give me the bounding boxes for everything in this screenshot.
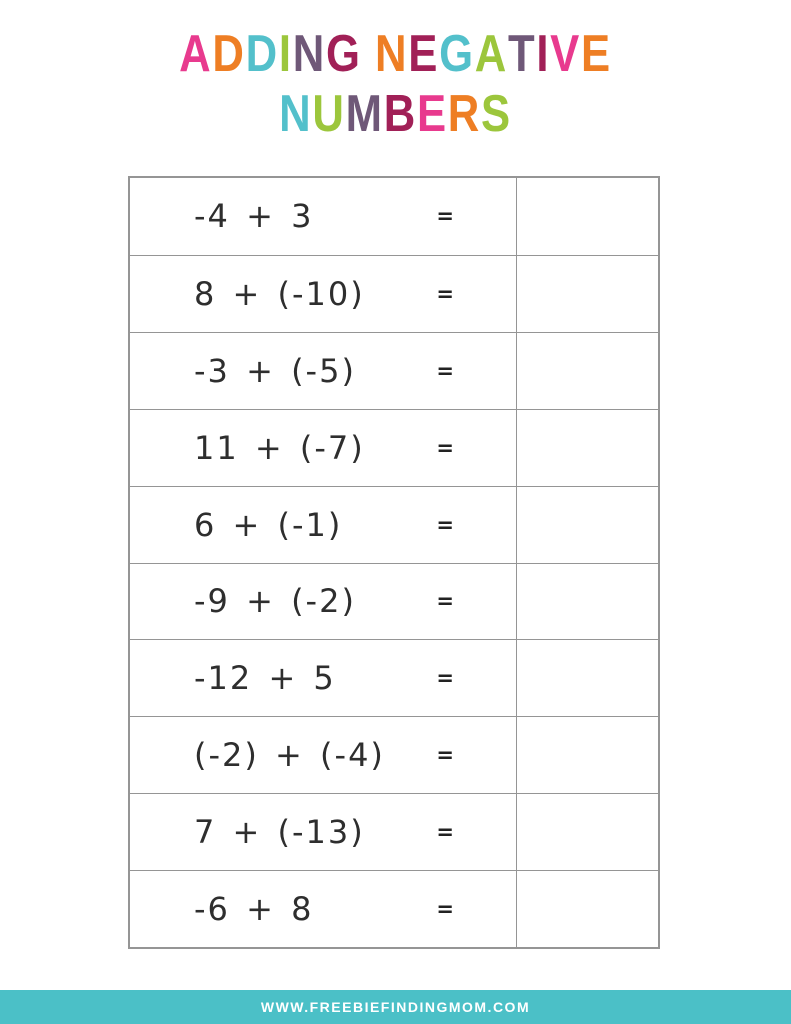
- problem-cell: [130, 178, 517, 255]
- title-letter: S: [480, 85, 512, 143]
- title-letter: A: [179, 25, 213, 83]
- problem-cell: [130, 333, 517, 409]
- problem-row: [130, 255, 658, 332]
- equals-sign: =: [436, 204, 454, 229]
- title-letter: N: [279, 85, 313, 143]
- problem-expression: -4 + 3: [194, 197, 314, 236]
- answer-cell: [517, 794, 658, 870]
- problem-expression: -6 + 8: [194, 890, 314, 929]
- title-letter: U: [312, 85, 346, 143]
- equals-sign: =: [436, 589, 454, 614]
- problem-expression: -12 + 5: [194, 659, 336, 698]
- answer-cell: [517, 564, 658, 640]
- problem-row: [130, 332, 658, 409]
- equals-sign: =: [436, 281, 454, 306]
- title-letter: M: [345, 85, 384, 143]
- problem-cell: [130, 717, 517, 793]
- problem-cell: [130, 871, 517, 947]
- title-line: [63, 84, 727, 144]
- problem-expression: 6 + (-1): [194, 505, 343, 544]
- title-letter: G: [325, 25, 362, 83]
- footer-url: WWW.FREEBIEFINDINGMOM.COM: [260, 999, 531, 1015]
- title-letter: N: [292, 25, 326, 83]
- equals-sign: =: [436, 512, 454, 537]
- worksheet-title: [0, 24, 791, 144]
- title-letter: E: [408, 25, 440, 83]
- title-letter: A: [474, 25, 508, 83]
- problem-row: [130, 639, 658, 716]
- problem-expression: (-2) + (-4): [194, 736, 385, 775]
- answer-cell: [517, 871, 658, 947]
- title-line: [63, 24, 727, 84]
- title-letter: R: [447, 85, 481, 143]
- title-letter: G: [439, 25, 475, 83]
- equals-sign: =: [436, 358, 454, 383]
- answer-cell: [517, 256, 658, 332]
- problem-cell: [130, 256, 517, 332]
- answer-cell: [517, 333, 658, 409]
- answer-cell: [517, 640, 658, 716]
- problem-expression: -9 + (-2): [194, 582, 356, 621]
- problems-table: [128, 176, 660, 949]
- equals-sign: =: [436, 435, 454, 460]
- title-letter: D: [245, 25, 279, 83]
- problem-row: [130, 870, 658, 947]
- answer-cell: [517, 487, 658, 563]
- problem-row: [130, 178, 658, 255]
- problem-row: [130, 793, 658, 870]
- title-letter: N: [375, 25, 409, 83]
- equals-sign: =: [436, 743, 454, 768]
- problem-expression: -3 + (-5): [194, 351, 356, 390]
- problem-cell: [130, 487, 517, 563]
- problem-expression: 8 + (-10): [194, 274, 365, 313]
- title-letter: B: [383, 85, 417, 143]
- footer-bar: [0, 990, 791, 1024]
- title-letter: E: [416, 85, 448, 143]
- title-letter: I: [536, 25, 551, 83]
- equals-sign: =: [436, 897, 454, 922]
- title-letter: D: [212, 25, 246, 83]
- title-letter: V: [550, 25, 581, 83]
- problem-row: [130, 563, 658, 640]
- title-letter: T: [507, 25, 537, 83]
- problem-row: [130, 486, 658, 563]
- answer-cell: [517, 178, 658, 255]
- problem-row: [130, 409, 658, 486]
- equals-sign: =: [436, 820, 454, 845]
- title-letter: E: [580, 25, 612, 83]
- problem-expression: 7 + (-13): [194, 813, 365, 852]
- problem-row: [130, 716, 658, 793]
- problem-cell: [130, 640, 517, 716]
- problem-expression: 11 + (-7): [194, 428, 365, 467]
- answer-cell: [517, 717, 658, 793]
- equals-sign: =: [436, 666, 454, 691]
- title-letter: I: [278, 25, 293, 83]
- answer-cell: [517, 410, 658, 486]
- problem-cell: [130, 564, 517, 640]
- problem-cell: [130, 794, 517, 870]
- problem-cell: [130, 410, 517, 486]
